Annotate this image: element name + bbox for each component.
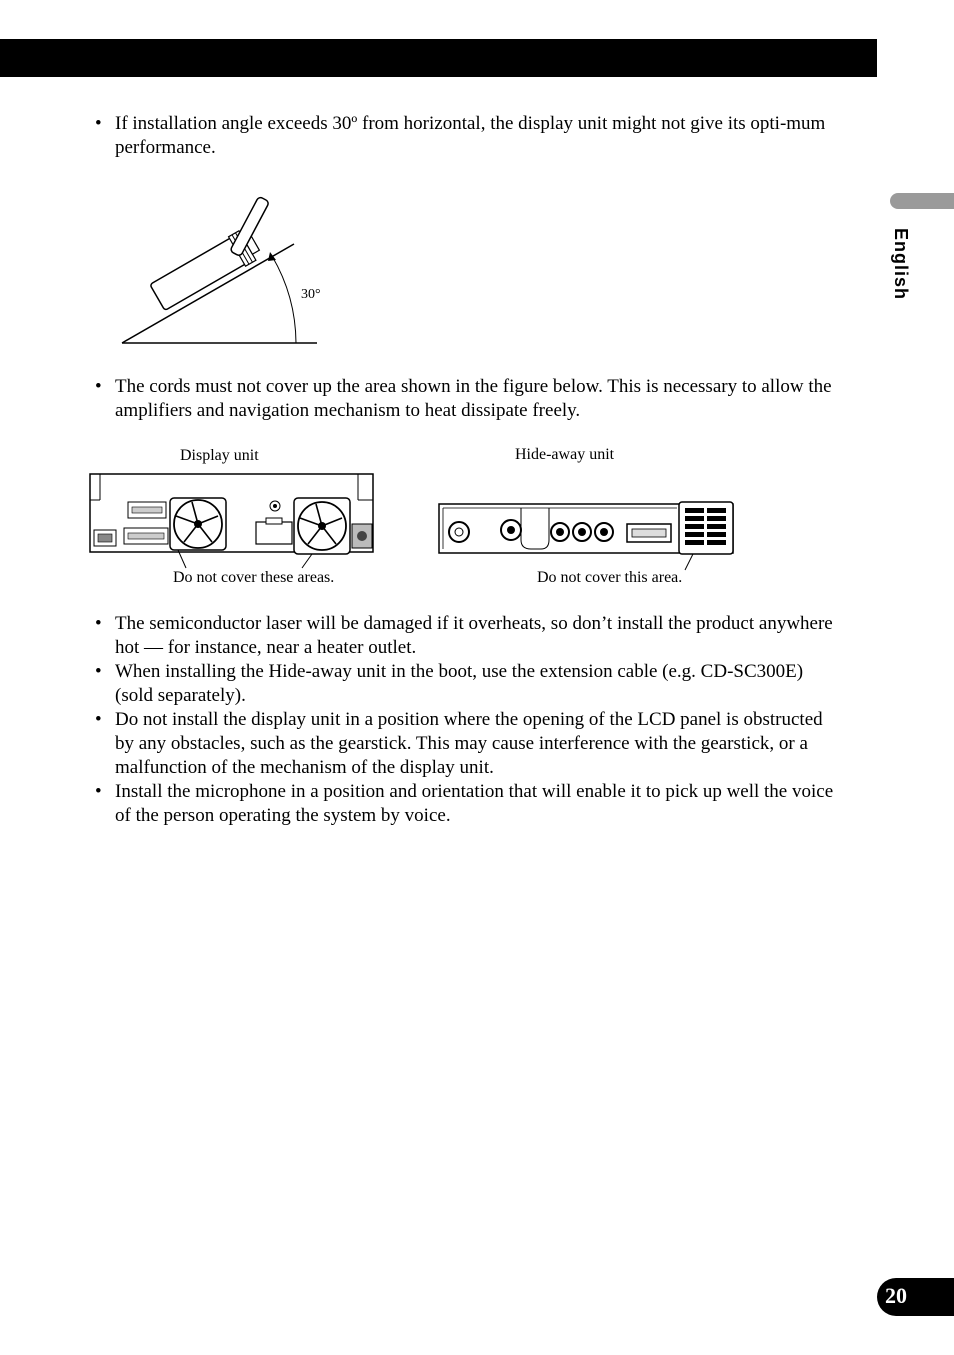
bullet-list-precautions (95, 612, 845, 828)
header-bar (0, 39, 877, 77)
side-tab-marker (890, 193, 954, 209)
language-tab (890, 228, 930, 318)
display-unit-rear-panel (88, 472, 378, 572)
bullet-item: • If installation angle exceeds 30º from horizontal, the display unit might not give its opti-mum performance. (95, 112, 845, 160)
bullet-item: • Do not install the display unit in a position where the opening of the LCD panel is obstructed by any obstacles, such as the gearstick. This may cause interference with the gearstick, or a malfunction of the mechanism of the display unit. (95, 708, 845, 780)
bullet-item: • The semiconductor laser will be damaged if it overheats, so don’t install the product anywhere hot — for instance, near a heater outlet. (95, 612, 845, 660)
bullet-list-angle (95, 112, 845, 160)
bullet-item: • When installing the Hide-away unit in the boot, use the extension cable (e.g. CD-SC300E) (sold separately). (95, 660, 845, 708)
bullet-item: • The cords must not cover up the area shown in the figure below. This is necessary to allow the amplifiers and navigation mechanism to heat dissipate freely. (95, 375, 845, 423)
display-unit-label: Display unit (180, 447, 259, 464)
angle-label: 30° (301, 287, 321, 302)
installation-angle-figure (110, 170, 330, 350)
hideaway-unit-label: Hide-away unit (515, 446, 615, 463)
bullet-list-cords (95, 375, 845, 423)
page-number: 20 (885, 1283, 907, 1308)
bullet-item: • Install the microphone in a position and orientation that will enable it to pick up well the voice of the person operating the system by voice. (95, 780, 845, 828)
hideaway-unit-caption: Do not cover this area. (537, 569, 683, 586)
page-number-tab (877, 1278, 954, 1316)
display-unit-caption: Do not cover these areas. (173, 569, 335, 586)
language-label: English (891, 228, 911, 301)
hideaway-unit-rear-panel (437, 500, 737, 572)
